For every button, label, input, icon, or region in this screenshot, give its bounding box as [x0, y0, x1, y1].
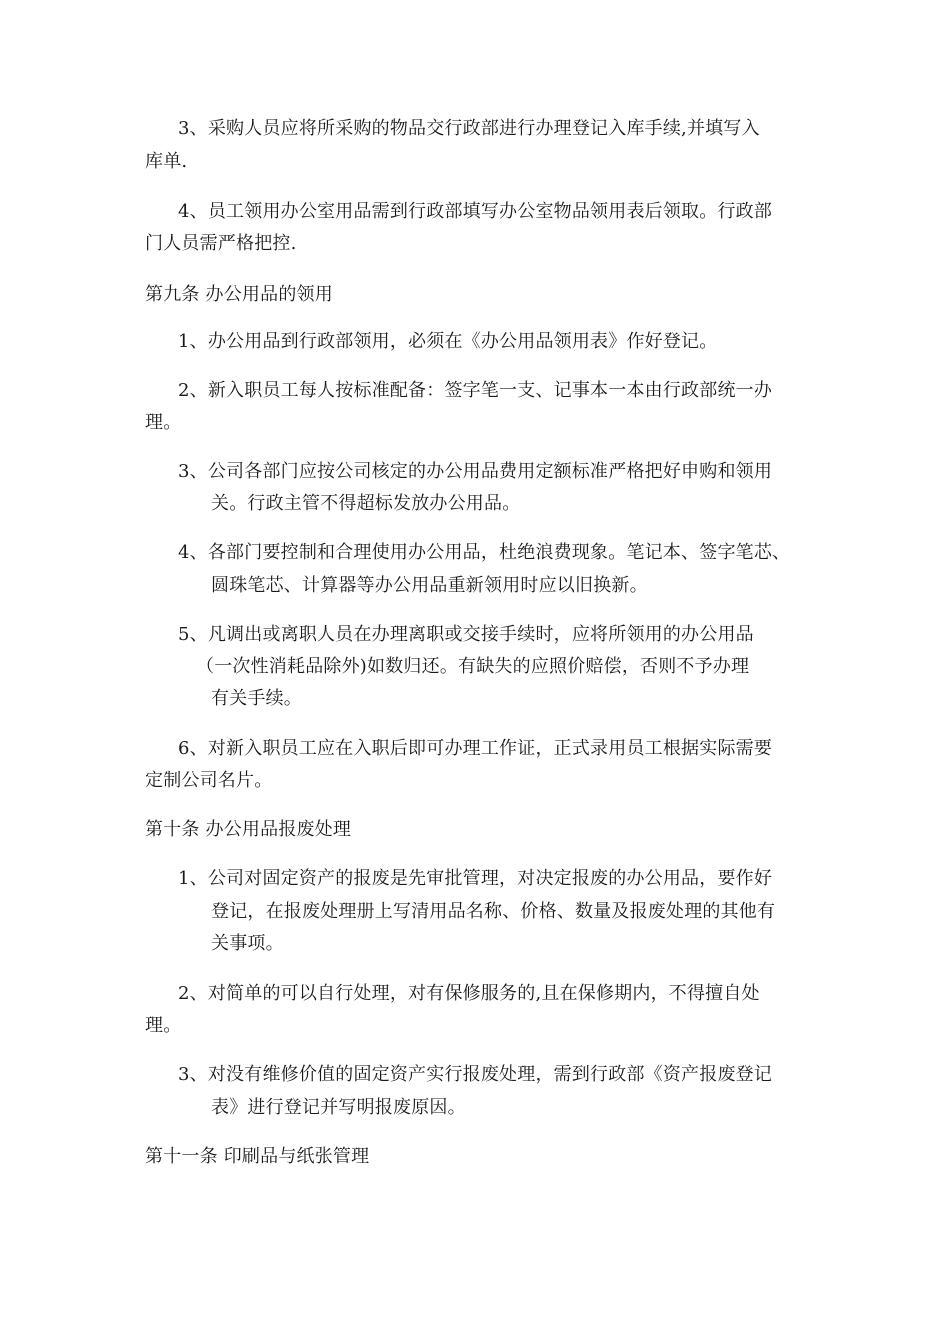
- para-10-2-line-1: 2、对简单的可以自行处理，对有保修服务的,且在保修期内，不得擅自处: [178, 983, 760, 1004]
- para-8-3-line-1: 3、采购人员应将所采购的物品交行政部进行办理登记入库手续,并填写入: [178, 118, 760, 139]
- para-10-2-line-2: 理。: [145, 1015, 182, 1036]
- para-9-5-line-3: 有关手续。: [211, 688, 302, 709]
- para-9-5-line-2: （一次性消耗品除外)如数归还。有缺失的应照价赔偿，否则不予办理: [196, 656, 750, 677]
- para-10-1-line-1: 1、公司对固定资产的报废是先审批管理，对决定报废的办公用品，要作好: [178, 868, 773, 889]
- para-9-3-line-1: 3、公司各部门应按公司核定的办公用品费用定额标准严格把好申购和领用: [178, 461, 773, 482]
- para-8-3-line-2: 库单.: [145, 151, 188, 172]
- para-9-3-line-2: 关。行政主管不得超标发放办公用品。: [211, 493, 521, 514]
- section-heading-11: 第十一条 印刷品与纸张管理: [145, 1146, 370, 1167]
- para-9-4-line-1: 4、各部门要控制和合理使用办公用品，杜绝浪费现象。笔记本、签字笔芯、: [178, 542, 791, 563]
- para-9-6-line-1: 6、对新入职员工应在入职后即可办理工作证，正式录用员工根据实际需要: [178, 738, 773, 759]
- para-8-4-line-2: 门人员需严格把控.: [145, 233, 297, 254]
- para-9-2-line-1: 2、新入职员工每人按标准配备：签字笔一支、记事本一本由行政部统一办: [178, 380, 773, 401]
- para-9-5-line-1: 5、凡调出或离职人员在办理离职或交接手续时，应将所领用的办公用品: [178, 624, 754, 645]
- para-9-2-line-2: 理。: [145, 412, 182, 433]
- para-8-4-line-1: 4、员工领用办公室用品需到行政部填写办公室物品领用表后领取。行政部: [178, 201, 773, 222]
- para-9-1: 1、办公用品到行政部领用，必须在《办公用品领用表》作好登记。: [178, 331, 718, 352]
- para-9-6-line-2: 定制公司名片。: [145, 770, 273, 791]
- para-10-1-line-3: 关事项。: [211, 933, 284, 954]
- section-heading-10: 第十条 办公用品报废处理: [145, 819, 352, 840]
- para-10-1-line-2: 登记，在报废处理册上写清用品名称、价格、数量及报废处理的其他有: [211, 901, 776, 922]
- para-9-4-line-2: 圆珠笔芯、计算器等办公用品重新领用时应以旧换新。: [211, 575, 648, 596]
- section-heading-9: 第九条 办公用品的领用: [145, 284, 333, 305]
- para-10-3-line-2: 表》进行登记并写明报废原因。: [211, 1097, 466, 1118]
- para-10-3-line-1: 3、对没有维修价值的固定资产实行报废处理，需到行政部《资产报废登记: [178, 1064, 773, 1085]
